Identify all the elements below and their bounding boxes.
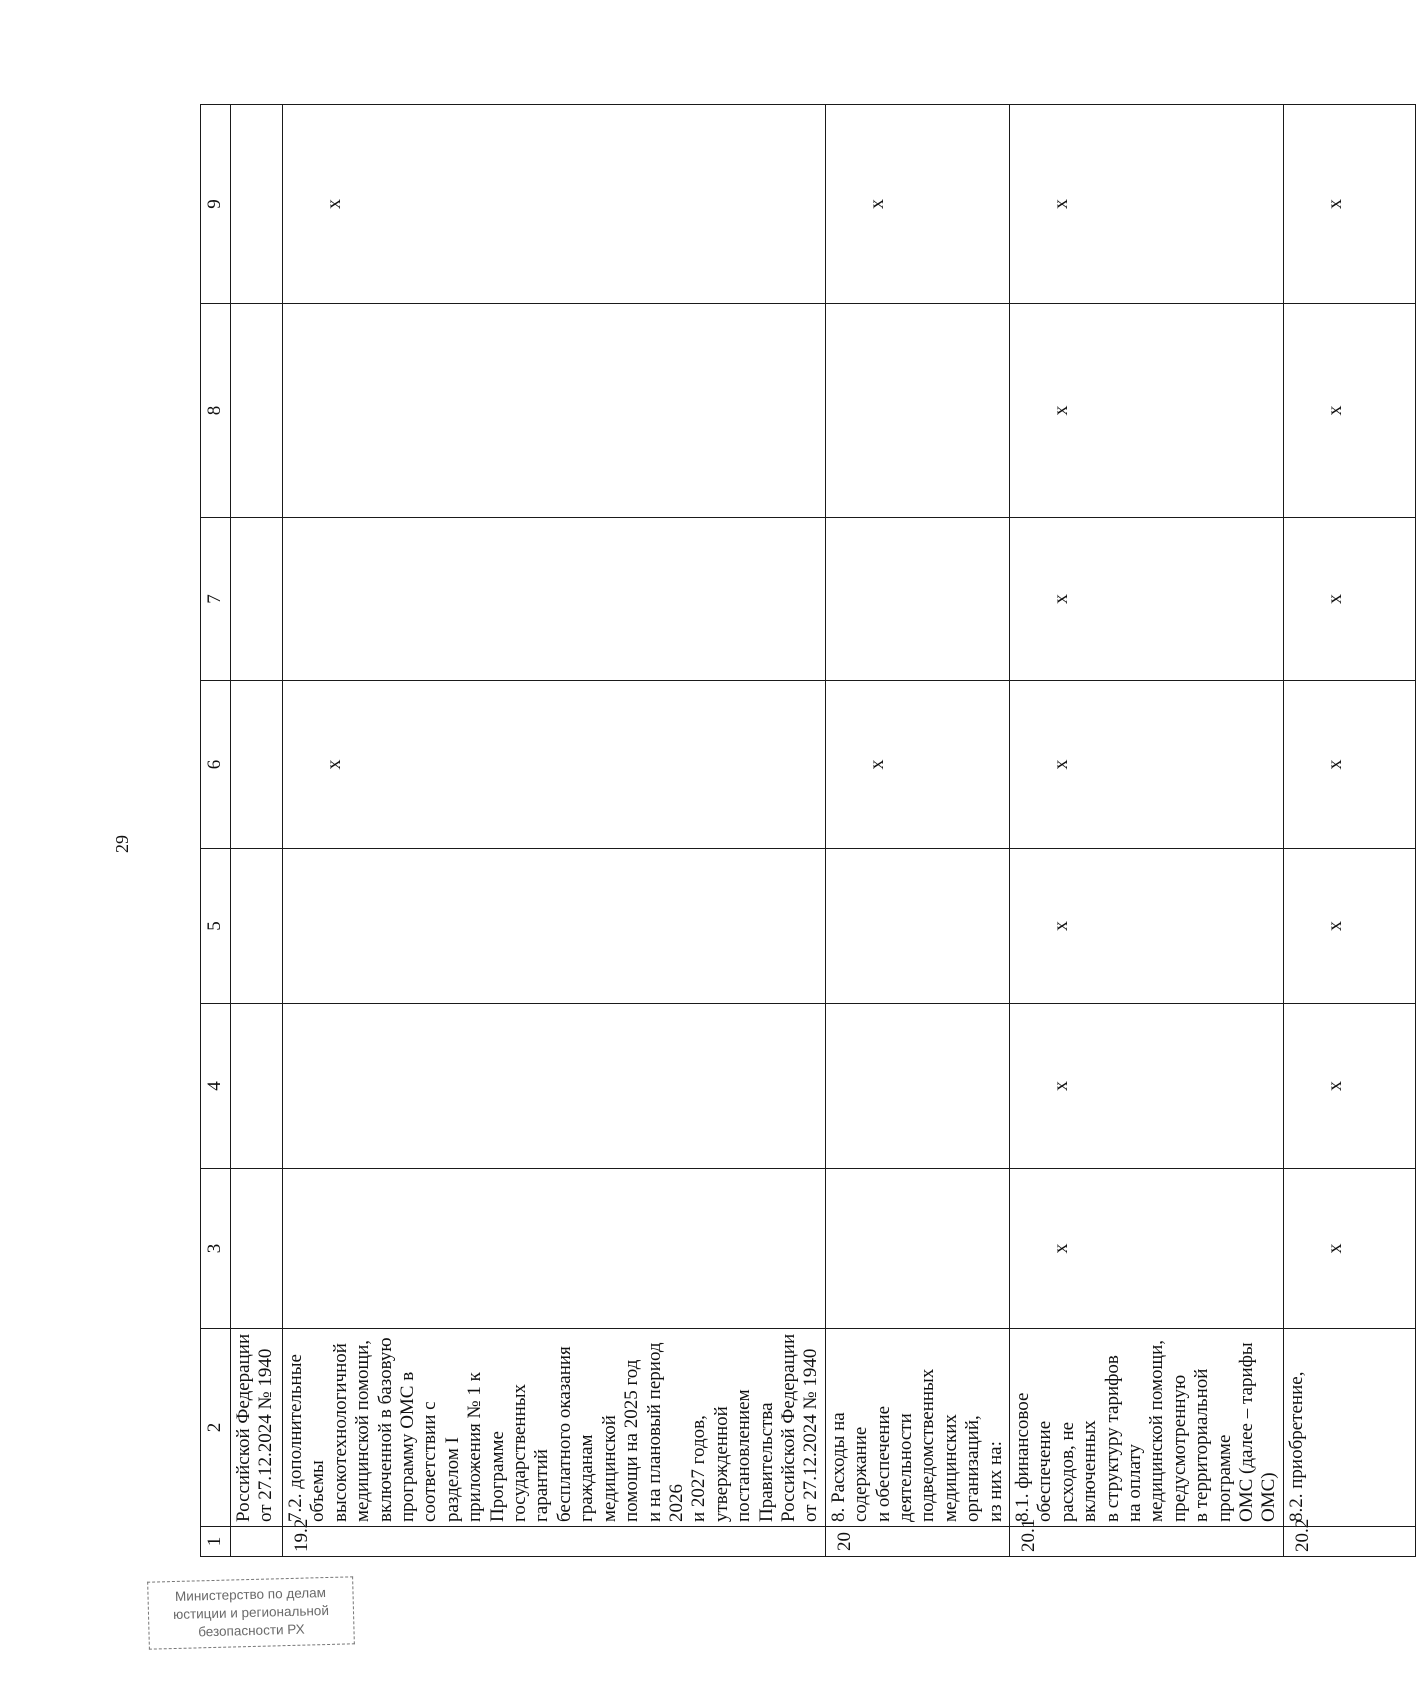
cell (283, 1004, 826, 1169)
cell (231, 518, 283, 681)
header-cell: 8 (201, 304, 231, 518)
header-cell: 3 (201, 1169, 231, 1329)
cell (825, 518, 1009, 681)
cell: x (1010, 1004, 1284, 1169)
cell: x (1283, 105, 1415, 304)
header-row (201, 105, 231, 1557)
cell (231, 681, 283, 849)
header-cell: 4 (201, 1004, 231, 1169)
row-number (231, 1527, 283, 1557)
cell: x (1010, 518, 1284, 681)
header-cell: 5 (201, 849, 231, 1004)
table-row (283, 105, 826, 1557)
cell: x (825, 681, 1009, 849)
header-cell: 1 (201, 1527, 231, 1557)
table-row (1010, 105, 1284, 1557)
header-cell: 6 (201, 681, 231, 849)
cell: x (283, 105, 826, 304)
stamp-line: безопасности РХ (198, 1621, 305, 1640)
row-number: 20.2 (1283, 1527, 1415, 1557)
cell (283, 518, 826, 681)
cell (825, 304, 1009, 518)
cell (825, 1004, 1009, 1169)
cell: x (1283, 1169, 1415, 1329)
cell (231, 849, 283, 1004)
cell: x (825, 105, 1009, 304)
row-name: 8. Расходы на содержание и обеспечение деятельности подведомственных медицинских организаций, из них на: (825, 1329, 1009, 1527)
cell: x (1010, 304, 1284, 518)
cell (231, 105, 283, 304)
cell (231, 304, 283, 518)
header-cell: 2 (201, 1329, 231, 1527)
page-number: 29 (112, 835, 132, 853)
header-cell: 7 (201, 518, 231, 681)
cell: x (1010, 681, 1284, 849)
row-name: 8.2. приобретение, (1283, 1329, 1415, 1527)
data-table (200, 104, 1416, 1557)
row-number: 20 (825, 1527, 1009, 1557)
row-name: Российской Федерации от 27.12.2024 № 1940 (231, 1329, 283, 1527)
cell: x (1283, 849, 1415, 1004)
cell: x (1010, 1169, 1284, 1329)
cell: x (1283, 304, 1415, 518)
cell: x (283, 681, 826, 849)
table-row (825, 105, 1009, 1557)
registration-stamp (147, 1576, 355, 1649)
cell: x (1283, 518, 1415, 681)
cell (231, 1004, 283, 1169)
row-name: 7.2. дополнительные объемы высокотехнологичной медицинской помощи, включенной в базовую программу ОМС в соответствии с разделом I приложения № 1 к Программе государственных гарантий бесплатного оказания гражданам медицинской помощи на 2025 год и на плановый период 2026 и 2027 годов, утвержденной постановлением Правительства Российской Федерации от 27.12.2024 № 1940 (283, 1329, 826, 1527)
row-number: 19.2 (283, 1527, 826, 1557)
cell (231, 1169, 283, 1329)
stamp-line: Министерство по делам (174, 1585, 327, 1604)
cell: x (1010, 849, 1284, 1004)
stamp-line: юстиции и региональной (172, 1602, 330, 1623)
cell: x (1010, 105, 1284, 304)
row-number: 20.1 (1010, 1527, 1284, 1557)
row-name: 8.1. финансовое обеспечение расходов, не включенных в структуру тарифов на оплату медицинской помощи, предусмотренную в территориальной программе ОМС (далее – тарифы ОМС) (1010, 1329, 1284, 1527)
cell (283, 304, 826, 518)
cell: x (1283, 681, 1415, 849)
table-row (231, 105, 283, 1557)
cell: x (1283, 1004, 1415, 1169)
rotated-table-container (200, 105, 1346, 1557)
cell (825, 1169, 1009, 1329)
cell (283, 849, 826, 1004)
header-cell: 9 (201, 105, 231, 304)
cell (825, 849, 1009, 1004)
table-row (1283, 105, 1415, 1557)
cell (283, 1169, 826, 1329)
